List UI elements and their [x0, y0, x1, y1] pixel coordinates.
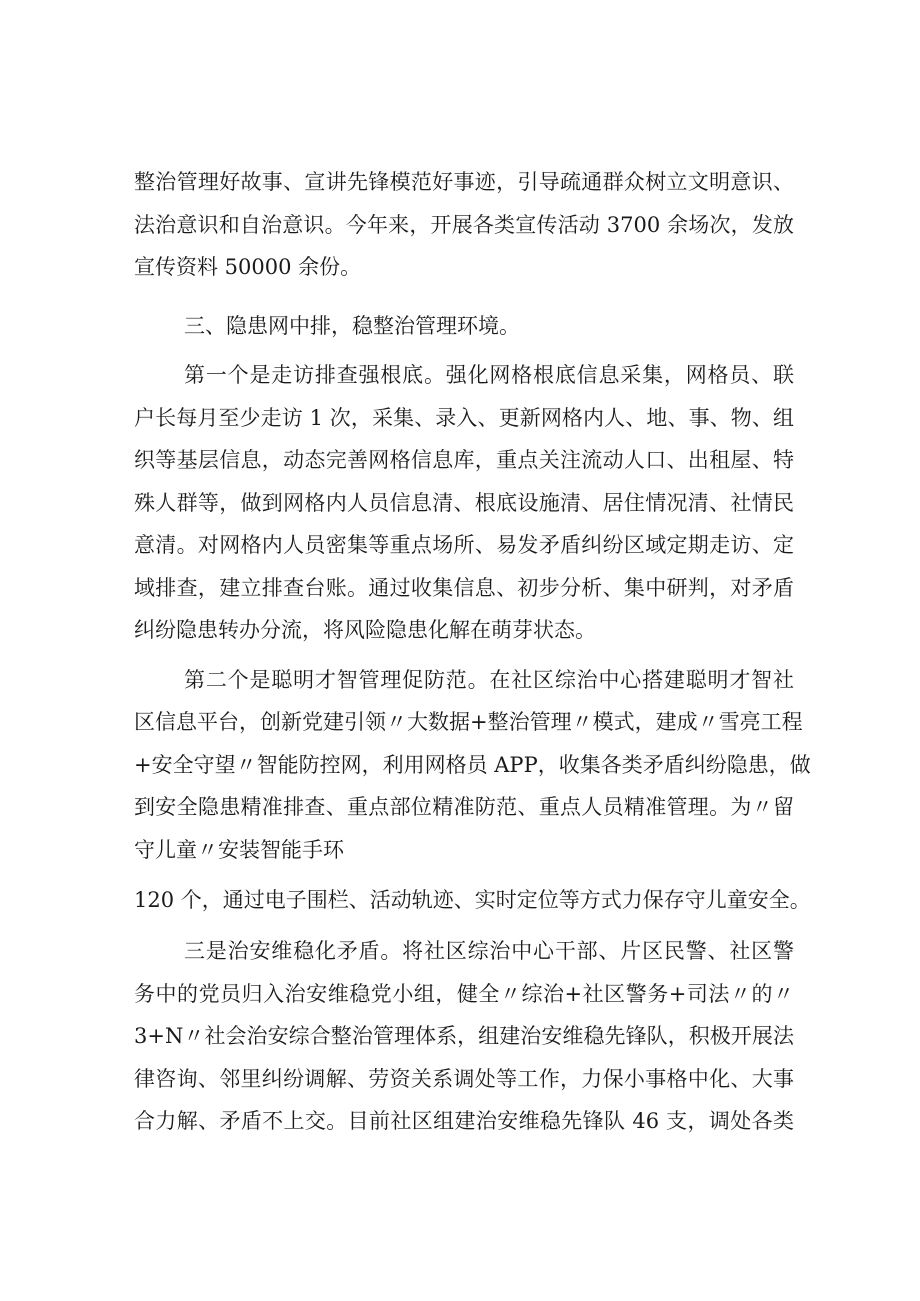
paragraph-line: 户长每月至少走访 1 次，采集、录入、更新网格内人、地、事、物、组 [134, 406, 794, 430]
paragraph-line: 3+N〃社会治安综合整治管理体系，组建治安维稳先锋队，积极开展法 [134, 1024, 794, 1048]
paragraph-line: 守儿童〃安装智能手环 [134, 838, 344, 862]
paragraph-line: 整治管理好故事、宣讲先锋模范好事迹，引导疏通群众树立文明意识、 [134, 170, 794, 194]
paragraph-line: 宣传资料 50000 余份。 [134, 255, 362, 279]
paragraph-line: 三是治安维稳化矛盾。将社区综治中心干部、片区民警、社区警 [184, 939, 794, 963]
paragraph-line: 域排查，建立排查台账。通过收集信息、初步分析、集中研判，对矛盾 [134, 576, 794, 600]
section-heading: 三、隐患网中排，稳整治管理环境。 [184, 314, 520, 338]
paragraph-line: +安全守望〃智能防控网，利用网格员 APP，收集各类矛盾纠纷隐患，做 [134, 753, 811, 777]
paragraph-line: 律咨询、邻里纠纷调解、劳资关系调处等工作，力保小事格中化、大事 [134, 1067, 794, 1091]
paragraph-line: 区信息平台，创新党建引领〃大数据+整治管理〃模式，建成〃雪亮工程 [134, 710, 803, 734]
paragraph-line: 第二个是聪明才智管理促防范。在社区综治中心搭建聪明才智社 [184, 668, 794, 692]
paragraph-line: 意清。对网格内人员密集等重点场所、易发矛盾纠纷区域定期走访、定 [134, 533, 794, 557]
paragraph-line: 法治意识和自治意识。今年来，开展各类宣传活动 3700 余场次，发放 [134, 213, 794, 237]
paragraph-line: 务中的党员归入治安维稳党小组，健全〃综治+社区警务+司法〃的〃 [134, 982, 794, 1006]
paragraph-line: 纠纷隐患转办分流，将风险隐患化解在萌芽状态。 [134, 618, 596, 642]
paragraph-line: 第一个是走访排查强根底。强化网格根底信息采集，网格员、联 [184, 363, 794, 387]
paragraph-line: 合力解、矛盾不上交。目前社区组建治安维稳先锋队 46 支，调处各类 [134, 1109, 794, 1133]
paragraph-line: 120 个，通过电子围栏、活动轨迹、实时定位等方式力保存守儿童安全。 [134, 888, 811, 912]
paragraph-line: 织等基层信息，动态完善网格信息库，重点关注流动人口、出租屋、特 [134, 448, 794, 472]
paragraph-line: 到安全隐患精准排查、重点部位精准防范、重点人员精准管理。为〃留 [134, 795, 794, 819]
paragraph-line: 殊人群等，做到网格内人员信息清、根底设施清、居住情况清、社情民 [134, 491, 794, 515]
